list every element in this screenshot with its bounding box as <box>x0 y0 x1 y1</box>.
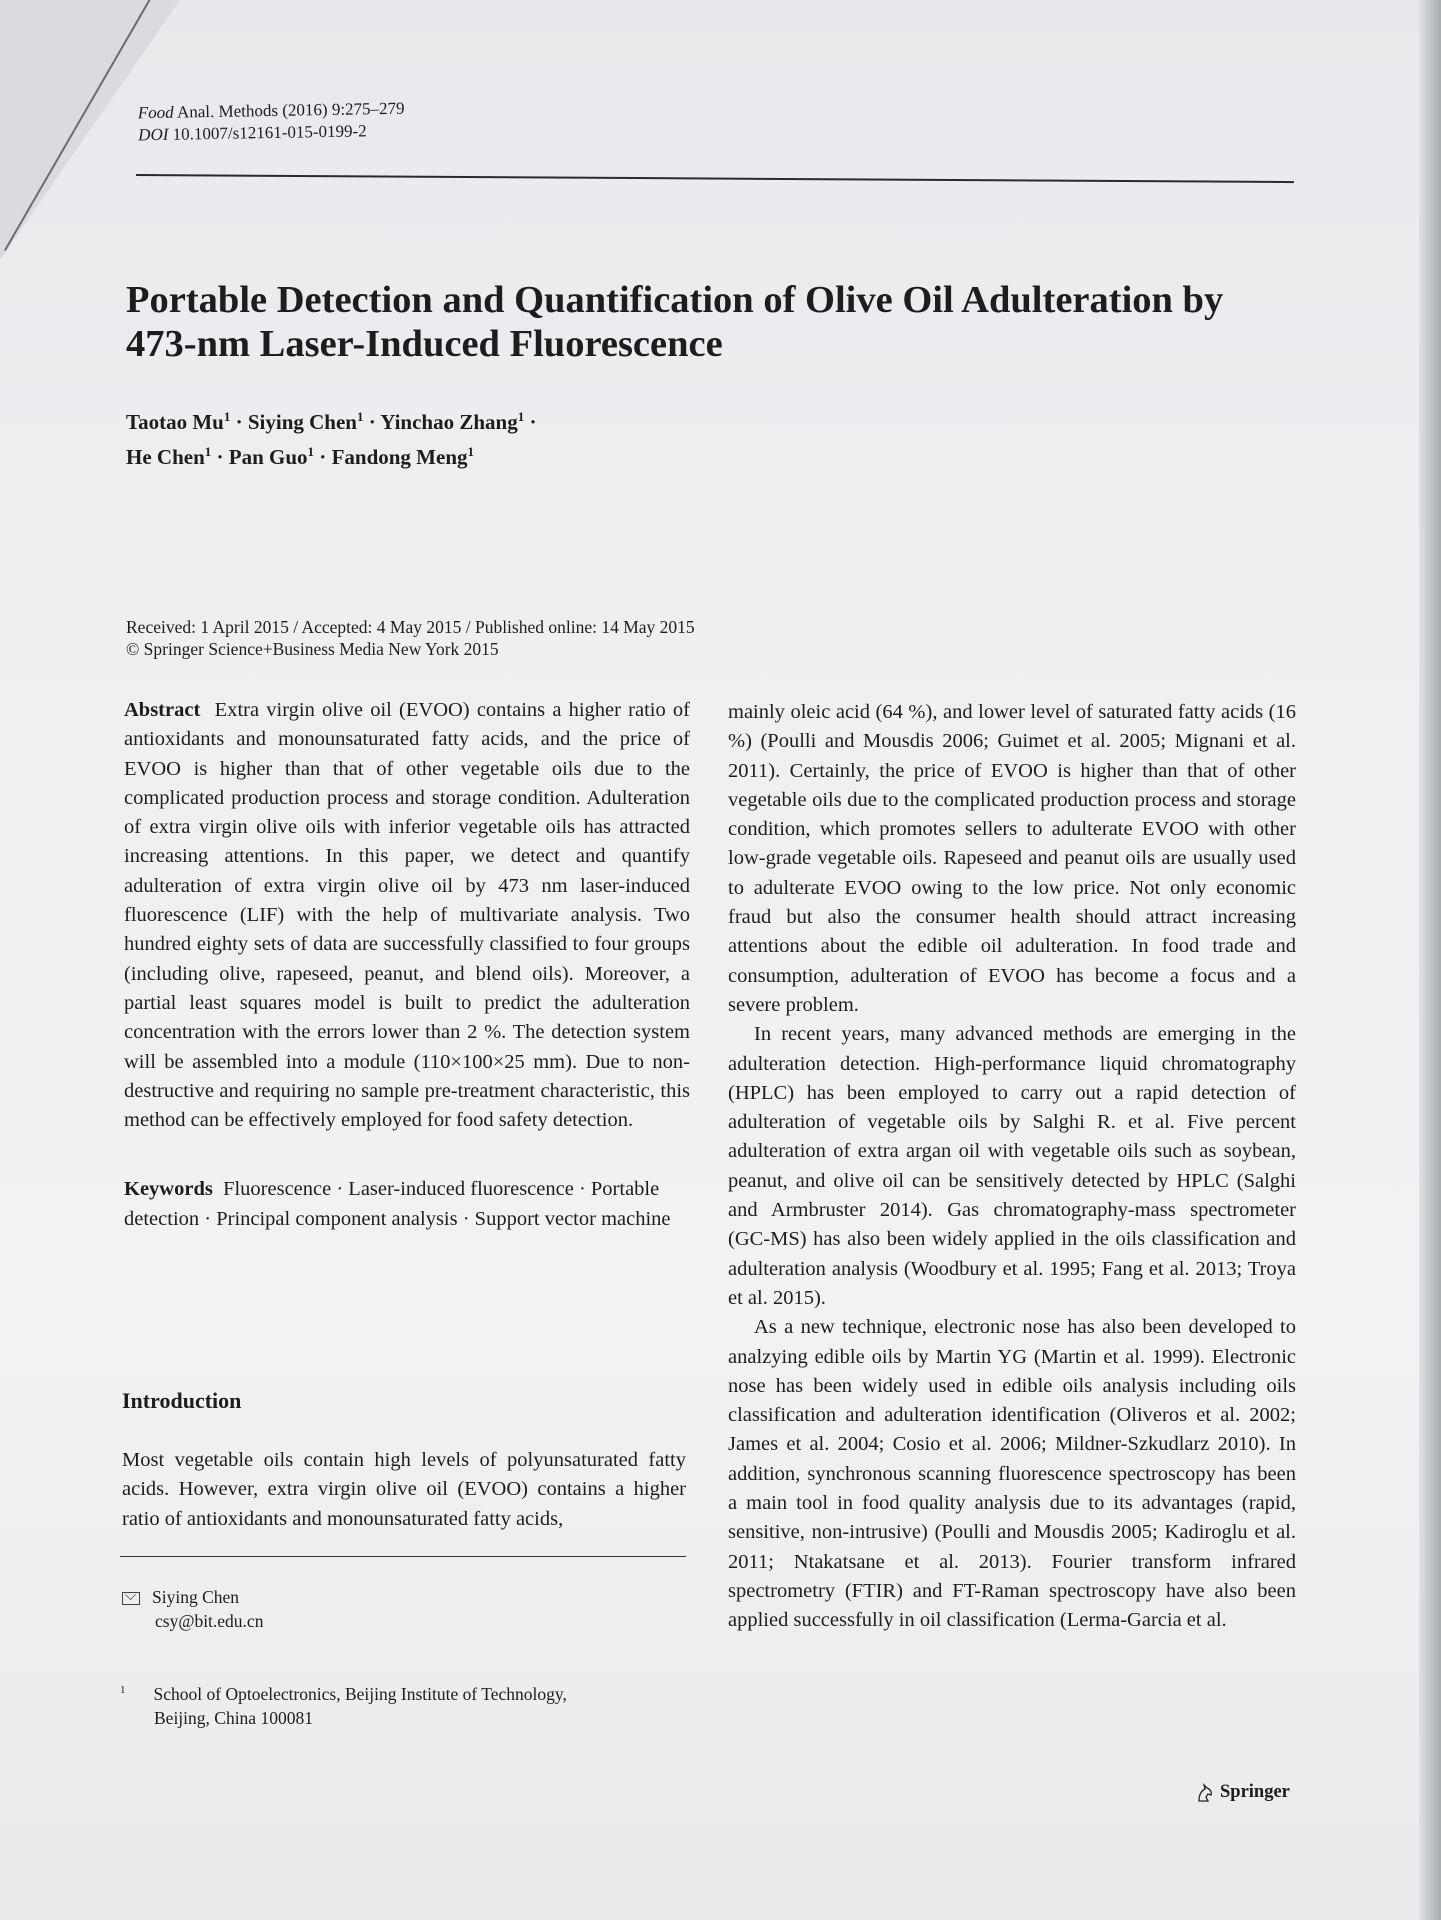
keywords-label: Keywords <box>124 1178 213 1201</box>
author: Pan Guo <box>228 445 308 469</box>
paragraph: In recent years, many advanced methods are emerging in the adulteration detection. High-performance liquid chromatography (HPLC) has been employed to carry out a rapid detection of adulteration of vegetable oils by Salghi R. et al. Five percent adulteration of extra argan oil with vegetable oils such as soybean, peanut, and olive oil can be sensitively detected by HPLC (Salghi and Armbruster 2014). Gas chromatography-mass spectrometer (GC-MS) has also been widely applied in the oils classification and adulteration analysis (Woodbury et al. 1995; Fang et al. 2013; Troya et al. 2015). <box>728 1023 1296 1309</box>
introduction-heading: Introduction <box>122 1388 242 1413</box>
left-column <box>124 696 690 1234</box>
copyright-line: © Springer Science+Business Media New York 2015 <box>126 639 499 659</box>
affiliation-mark: 1 <box>120 1684 126 1696</box>
author-list <box>126 402 536 472</box>
journal-citation: Food Anal. Methods (2016) 9:275–279 <box>137 98 405 123</box>
author: Taotao Mu <box>126 410 224 434</box>
received-accepted-line: Received: 1 April 2015 / Accepted: 4 May 2015 / Published online: 14 May 2015 <box>126 617 695 637</box>
page-right-edge <box>1419 0 1441 1920</box>
author: Siying Chen <box>247 410 357 434</box>
right-column <box>728 698 1296 1636</box>
contact-email: csy@bit.edu.cn <box>155 1611 264 1631</box>
doi: DOI 10.1007/s12161-015-0199-2 <box>138 121 367 145</box>
paper-title: Portable Detection and Quantification of Olive Oil Adulteration by 473-nm Laser-Induced Fluorescence <box>126 279 1224 365</box>
abstract-label: Abstract <box>124 699 201 721</box>
author: Yinchao Zhang <box>380 410 518 434</box>
paragraph: As a new technique, electronic nose has also been developed to analzying edible oils by Martin YG (Martin et al. 1999). Electronic nose has been widely used in edible oils analysis including oils classification and adulteration identification (Oliveros et al. 2002; James et al. 2004; Cosio et al. 2006; Mildner-Szkudlarz 2010). In addition, synchronous scanning fluorescence spectroscopy has been a main tool in food quality analysis due to its advantages (rapid, sensitive, non-intrusive) (Poulli and Mousdis 2005; Kadiroglu et al. 2011; Ntakatsane et al. 2013). Fourier transform infrared spectrometry (FTIR) and FT-Raman spectroscopy have also been applied successfully in oil classification (Lerma-Garcia et al. <box>728 1316 1296 1632</box>
contact-name: Siying Chen <box>152 1587 240 1607</box>
header-rule <box>136 174 1294 183</box>
affiliation-line-1: School of Optoelectronics, Beijing Institute of Technology, <box>153 1683 567 1704</box>
author: Fandong Meng <box>331 445 468 469</box>
envelope-icon <box>122 1592 140 1605</box>
paragraph: mainly oleic acid (64 %), and lower level of saturated fatty acids (16 %) (Poulli and Mousdis 2006; Guimet et al. 2005; Mignani et al. 2011). Certainly, the price of EVOO is higher than that of other vegetable oils due to the complicated production process and storage condition, which promotes sellers to adulterate EVOO with other low-grade vegetable oils. Rapeseed and peanut oils are usually used to adulterate EVOO owing to the low price. Not only economic fraud but also the consumer health should attract increasing attentions about the edible oil adulteration. In food trade and consumption, adulteration of EVOO has become a focus and a severe problem. <box>728 701 1296 1016</box>
affiliation <box>120 1678 567 1730</box>
publication-dates <box>126 616 695 660</box>
keywords-text: Fluorescence · Laser-induced fluorescence · Portable detection · Principal component analysis · Support vector machine <box>124 1178 671 1230</box>
publisher-logo <box>1196 1782 1290 1803</box>
author: He Chen <box>126 445 205 469</box>
corresponding-author <box>122 1585 263 1633</box>
abstract-text: Extra virgin olive oil (EVOO) contains a higher ratio of antioxidants and monounsaturated fatty acids, and the price of EVOO is higher than that of other vegetable oils due to the complicated production process and storage condition. Adulteration of extra virgin olive oils with inferior vegetable oils has attracted increasing attentions. In this paper, we detect and quantify adulteration of extra virgin olive oil by 473 nm laser-induced fluorescence (LIF) with the help of multivariate analysis. Two hundred eighty sets of data are successfully classified to four groups (including olive, rapeseed, peanut, and blend oils). Moreover, a partial least squares model is built to predict the adulteration concentration with the errors lower than 2 %. The detection system will be assembled into a module (110×100×25 mm). Due to non-destructive and requiring no sample pre-treatment characteristic, this method can be effectively employed for food safety detection. <box>124 699 690 1132</box>
author-line-1: Taotao $Mu^1$ · Siying Chen$^1$ · Yinchao Zhang$^1$ · <box>126 409 537 434</box>
affiliation-line-2: Beijing, China 100081 <box>154 1707 313 1728</box>
keywords <box>124 1175 690 1234</box>
introduction-text: Most vegetable oils contain high levels of polyunsaturated fatty acids. However, extra virgin olive oil (EVOO) contains a higher ratio of antioxidants and monounsaturated fatty acids, <box>122 1449 686 1530</box>
author-line-2: He Chen$^1$ · Pan Guo$^1$ · Fandong Meng$^1$ <box>126 444 474 469</box>
footnote-rule <box>120 1556 686 1557</box>
publisher-name: Springer <box>1220 1782 1290 1802</box>
springer-horse-icon <box>1196 1783 1214 1803</box>
journal-header <box>138 98 406 147</box>
abstract <box>124 696 690 1135</box>
